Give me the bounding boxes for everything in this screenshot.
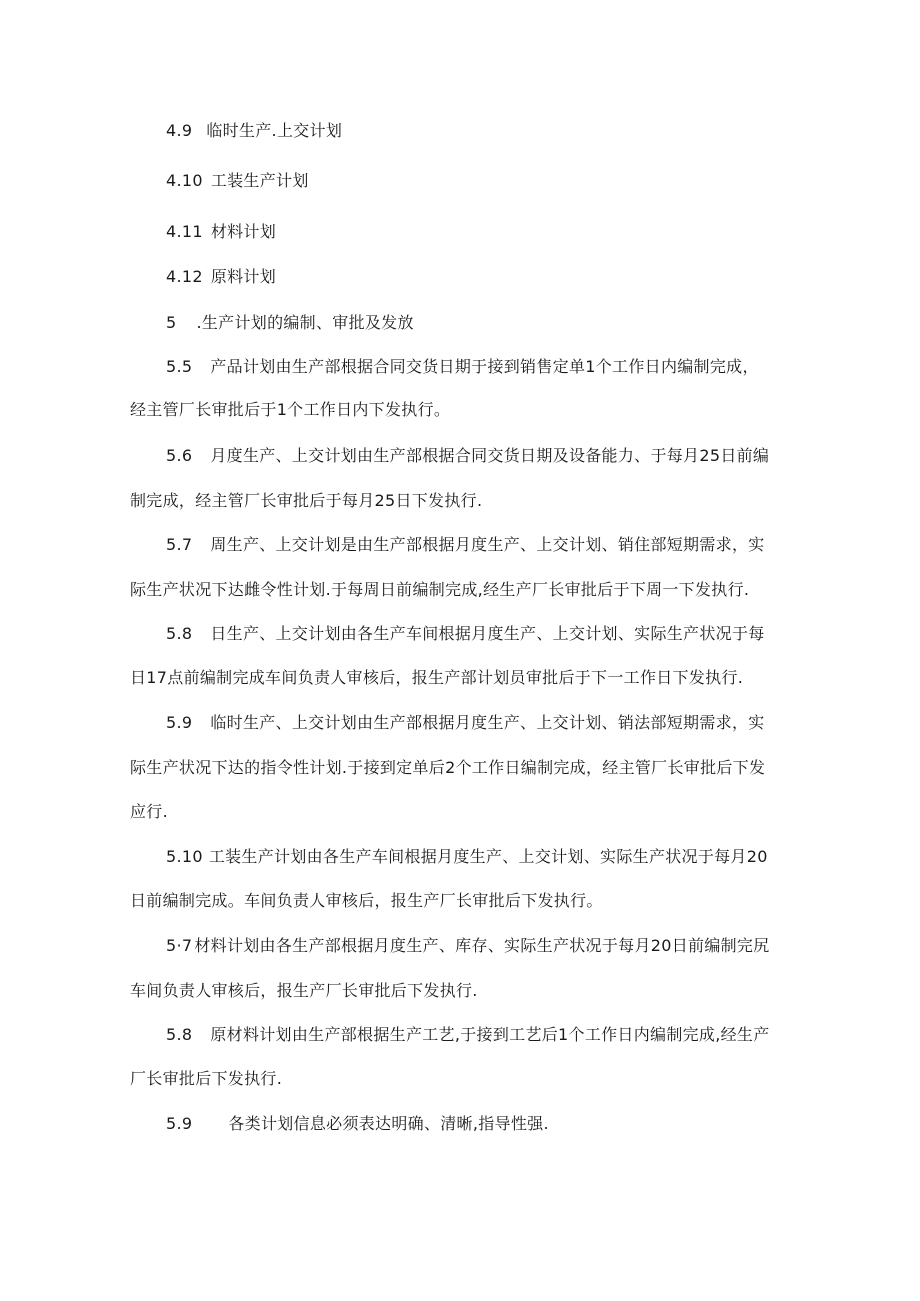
paragraph-line (166, 446, 769, 466)
paragraph-line (166, 624, 765, 644)
paragraph-text: 产品计划由生产部根据合同交货日期于接到销售定单1个工作日内编制完成， (210, 357, 759, 376)
list-item (166, 121, 342, 141)
paragraph-line: 经主管厂长审批后于1个工作日内下发执行。 (130, 400, 451, 419)
paragraph-text: 原材料计划由生产部根据生产工艺,于接到工艺后1个工作日内编制完成,经生产 (210, 1025, 770, 1044)
paragraph-text: 日生产、上交计划由各生产车间根据月度生产、上交计划、实际生产状况于每 (210, 624, 765, 643)
paragraph-number: 5.8 (166, 624, 193, 643)
paragraph-line (166, 535, 765, 555)
paragraph-line (166, 713, 765, 733)
paragraph-line: 际生产状况下达的指令性计划.于接到定单后2个工作日编制完成，经主管厂长审批后下发 (130, 758, 766, 777)
paragraph-number: 5.8 (166, 1025, 193, 1044)
paragraph-number: 5.5 (166, 357, 193, 376)
paragraph-text: 月度生产、上交计划由生产部根据合同交货日期及设备能力、于每月25日前编 (210, 446, 770, 465)
paragraph-number: 5.6 (166, 446, 193, 465)
paragraph-line: 日前编制完成。车间负责人审核后，报生产厂长审批后下发执行。 (130, 891, 603, 910)
list-item (166, 222, 276, 242)
item-text: 工装生产计划 (210, 171, 309, 190)
section-title: .生产计划的编制、审批及发放 (196, 313, 414, 332)
paragraph-line (166, 936, 770, 956)
paragraph-line (166, 1114, 549, 1134)
paragraph-number: 5.10 (166, 847, 203, 866)
paragraph-line: 际生产状况下达雌令性计划.于每周日前编制完成,经生产厂长审批后于下周一下发执行. (130, 580, 750, 599)
paragraph-text: 临时生产、上交计划由生产部根据月度生产、上交计划、销法部短期需求，实 (210, 713, 765, 732)
paragraph-line: 日17点前编制完成车间负责人审核后，报生产部计划员审批后于下一工作日下发执行. (130, 668, 744, 687)
paragraph-number: 5.9 (166, 713, 193, 732)
section-number: 5 (166, 313, 177, 332)
list-item (166, 171, 309, 191)
paragraph-line: 应行. (130, 802, 168, 821)
section-heading (166, 313, 414, 333)
paragraph-number: 5·7 (166, 936, 193, 955)
paragraph-line (166, 847, 768, 867)
item-text: 材料计划 (210, 222, 277, 241)
paragraph-text: 各类计划信息必须表达明确、清晰,指导性强. (228, 1114, 549, 1133)
paragraph-number: 5.7 (166, 535, 193, 554)
item-number: 4.11 (166, 222, 203, 241)
item-number: 4.10 (166, 171, 203, 190)
paragraph-line: 制完成，经主管厂长审批后于每月25日下发执行. (130, 491, 483, 510)
paragraph-text: 周生产、上交计划是由生产部根据月度生产、上交计划、销住部短期需求，实 (210, 535, 765, 554)
paragraph-line: 车间负责人审核后，报生产厂长审批后下发执行. (130, 981, 478, 1000)
item-number: 4.12 (166, 267, 203, 286)
paragraph-text: 工装生产计划由各生产车间根据月度生产、上交计划、实际生产状况于每月20 (208, 847, 768, 866)
paragraph-line (166, 357, 759, 377)
item-text: 临时生产.上交计划 (206, 121, 343, 140)
list-item (166, 267, 276, 287)
paragraph-line (166, 1025, 770, 1045)
paragraph-number: 5.9 (166, 1114, 193, 1133)
paragraph-line: 厂长审批后下发执行. (130, 1069, 283, 1088)
item-number: 4.9 (166, 121, 193, 140)
paragraph-text: 材料计划由各生产部根据月度生产、库存、实际生产状况于每月20日前编制完尻 (194, 936, 770, 955)
item-text: 原料计划 (210, 267, 277, 286)
